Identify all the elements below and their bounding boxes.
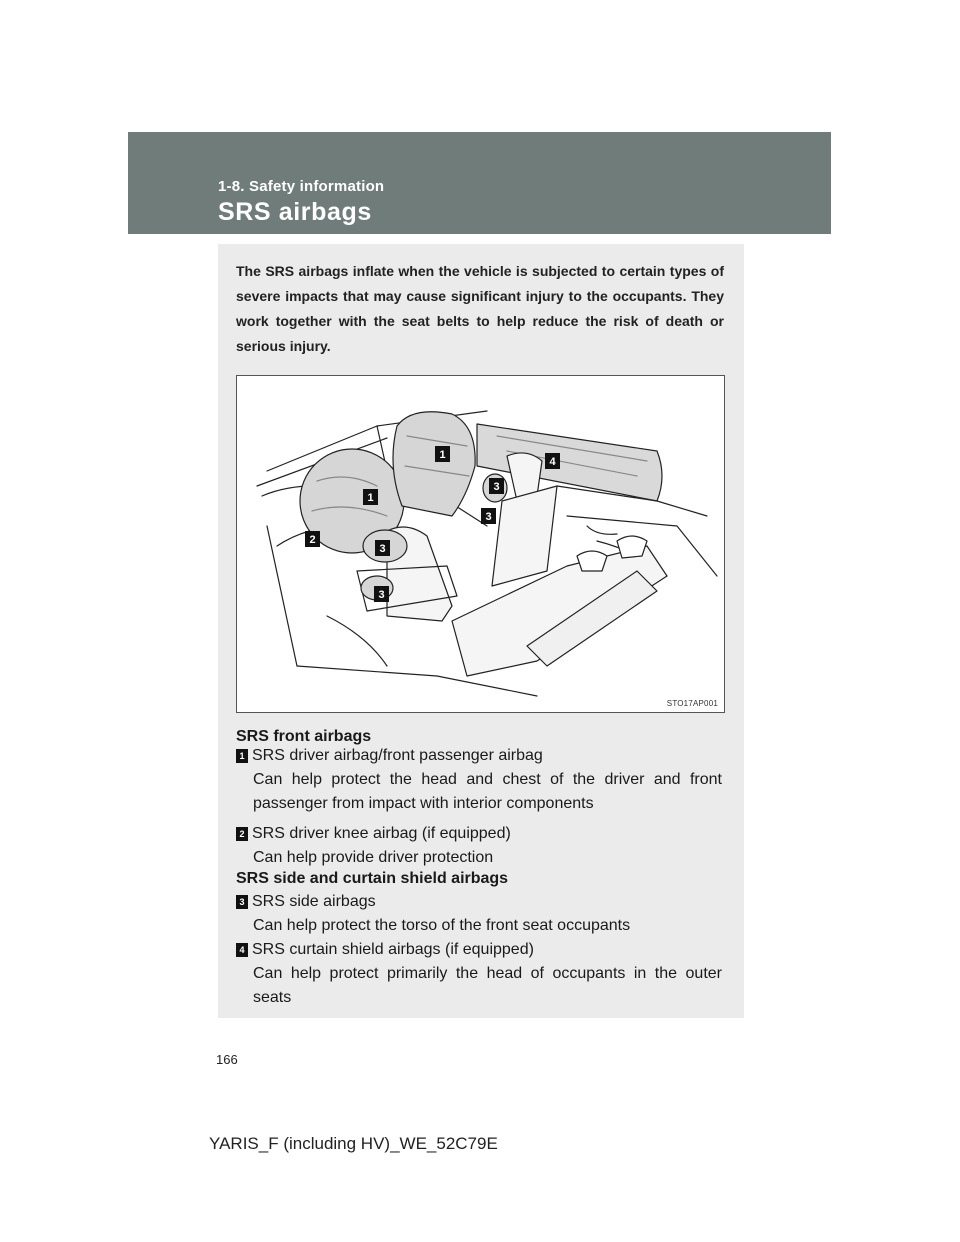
page-number: 166	[216, 1052, 238, 1067]
section-label: 1-8. Safety information	[218, 178, 385, 195]
number-badge: 2	[236, 827, 248, 841]
marker-3a	[489, 478, 504, 494]
section-header	[128, 132, 831, 234]
marker-1a-label: 1	[439, 449, 446, 461]
marker-2	[305, 531, 320, 547]
item-title: SRS side airbags	[252, 893, 376, 910]
item-side-airbags	[236, 890, 722, 938]
marker-2-label: 2	[309, 534, 316, 546]
item-description: Can help provide driver protection	[253, 849, 494, 866]
intro-paragraph: The SRS airbags inflate when the vehicle is subjected to certain types of severe impacts that may cause significant injury to the occupants. They work together with the seat belts to help reduce the risk of death or serious injury.	[236, 263, 724, 354]
marker-3b	[481, 508, 496, 524]
marker-4	[545, 453, 560, 469]
item-description: Can help protect the torso of the front seat occupants	[253, 917, 631, 934]
content-box	[218, 244, 744, 1018]
car-interior-drawing	[237, 376, 724, 712]
item-title: SRS driver knee airbag (if equipped)	[252, 825, 511, 842]
marker-1b-label: 1	[367, 492, 374, 504]
item-description: Can help protect the head and chest of the driver and front passenger from impact with interior components	[253, 771, 722, 812]
item-driver-passenger-airbag	[236, 744, 722, 816]
marker-1a	[435, 446, 450, 462]
marker-3d-label: 3	[378, 589, 385, 601]
marker-3c-label: 3	[379, 543, 386, 555]
figure-code: STO17AP001	[666, 699, 718, 708]
marker-4-label: 4	[549, 456, 556, 468]
footer-model-code: YARIS_F (including HV)_WE_52C79E	[209, 1134, 498, 1153]
number-badge: 1	[236, 749, 248, 763]
marker-3c	[375, 540, 390, 556]
marker-1b	[363, 489, 378, 505]
item-title: SRS curtain shield airbags (if equipped)	[252, 941, 534, 958]
item-title: SRS driver airbag/front passenger airbag	[252, 747, 543, 764]
marker-3a-label: 3	[493, 481, 500, 493]
front-airbags-heading: SRS front airbags	[236, 728, 372, 745]
item-curtain-airbags	[236, 938, 722, 1010]
number-badge: 3	[236, 895, 248, 909]
airbag-illustration	[236, 375, 725, 713]
item-knee-airbag	[236, 822, 722, 870]
marker-3d	[374, 586, 389, 602]
number-badge: 4	[236, 943, 248, 957]
item-description: Can help protect primarily the head of occupants in the outer seats	[253, 965, 722, 1006]
marker-3b-label: 3	[485, 511, 492, 523]
side-airbags-heading: SRS side and curtain shield airbags	[236, 870, 509, 887]
page-title: SRS airbags	[218, 198, 372, 226]
